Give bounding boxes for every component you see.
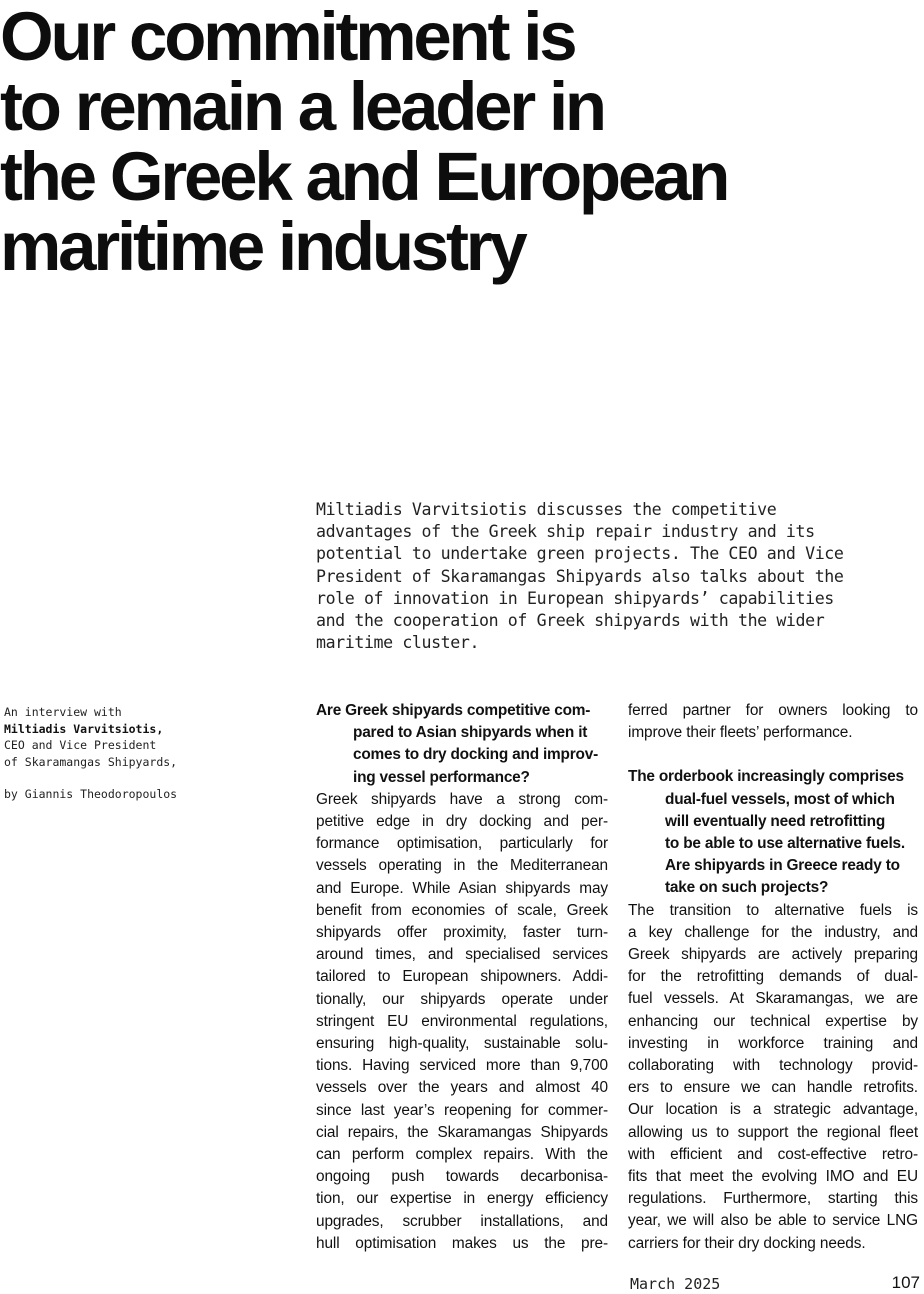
answer-line: ferred partner for owners looking to: [628, 702, 918, 719]
question-line: Are Greek shipyards competitive com-: [316, 702, 591, 719]
answer-line: year, we will also be able to service LNG: [628, 1212, 918, 1230]
answer-line: tailored to European shipowners. Addi-: [316, 968, 608, 986]
answer-line: tionally, our shipyards operate under: [316, 990, 608, 1008]
answer-line: vessels over the years and almost 40: [316, 1079, 608, 1097]
answer-line: ers to ensure we can handle retrofits.: [628, 1079, 918, 1097]
answer-line: hull optimisation makes us the pre-: [316, 1234, 608, 1252]
page-number: 107: [891, 1273, 920, 1292]
article-column-1: [316, 700, 608, 1255]
answer-line: a key challenge for the industry, and: [628, 923, 918, 941]
standfirst-line: advantages of the Greek ship repair industry and its: [316, 522, 815, 542]
answer-line: allowing us to support the regional fleet: [628, 1123, 918, 1141]
answer-line: Greek shipyards are actively preparing: [628, 946, 918, 964]
answer-line: with efficient and cost-effective retro-: [628, 1145, 918, 1163]
standfirst: [316, 499, 916, 654]
answer-line: regulations. Furthermore, starting this: [628, 1190, 918, 1208]
byline: [4, 704, 204, 803]
answer-line: fits that meet the evolving IMO and EU: [628, 1168, 918, 1186]
byline-intro: An interview with: [4, 705, 122, 719]
question-line: to be able to use alternative fuels.: [665, 835, 905, 853]
headline-line: maritime industry: [0, 208, 525, 285]
answer-line: investing in workforce training and: [628, 1034, 918, 1052]
interviewee-role: CEO and Vice President: [4, 738, 157, 752]
answer-line: can perform complex repairs. With the: [316, 1146, 608, 1164]
answer-line: and Europe. While Asian shipyards may: [316, 879, 608, 897]
answer-line: collaborating with technology provid-: [628, 1057, 918, 1075]
answer-line: carriers for their dry docking needs.: [628, 1234, 866, 1252]
standfirst-line: potential to undertake green projects. The CEO and Vice: [316, 544, 844, 564]
answer-line: benefit from economies of scale, Greek: [316, 901, 608, 919]
headline-line: the Greek and European: [0, 138, 728, 215]
headline-line: Our commitment is: [0, 0, 575, 75]
answer-line: petitive edge in dry docking and per-: [316, 813, 608, 831]
answer-line: The transition to alternative fuels is: [628, 901, 918, 919]
interviewee-name: Miltiadis Varvitsiotis,: [4, 721, 164, 736]
answer-line: shipyards offer proximity, faster turn-: [316, 924, 608, 942]
answer-line: stringent EU environmental regulations,: [316, 1012, 608, 1030]
answer-line: upgrades, scrubber installations, and: [316, 1212, 608, 1230]
standfirst-line: President of Skaramangas Shipyards also talks about the: [316, 566, 844, 586]
issue-date: March 2025: [630, 1275, 721, 1293]
question-line: The orderbook increasingly comprises: [628, 768, 904, 786]
answer-line: formance optimisation, particularly for: [316, 835, 608, 853]
answer-line: vessels operating in the Mediterranean: [316, 857, 608, 875]
headline: [0, 0, 910, 285]
answer-line: Greek shipyards have a strong com-: [316, 790, 608, 808]
standfirst-line: Miltiadis Varvitsiotis discusses the competitive: [316, 500, 777, 519]
question-line: dual-fuel vessels, most of which: [665, 790, 895, 808]
answer-line: improve their fleets’ performance.: [628, 724, 853, 742]
author-credit: by Giannis Theodoropoulos: [4, 787, 178, 801]
standfirst-line: and the cooperation of Greek shipyards with the wider: [316, 611, 825, 631]
question-line: Are shipyards in Greece ready to: [665, 857, 900, 875]
interviewee-company: of Skaramangas Shipyards,: [4, 754, 178, 769]
answer-line: cial repairs, the Skaramangas Shipyards: [316, 1123, 608, 1141]
standfirst-line: maritime cluster.: [316, 633, 480, 653]
answer-line: ongoing push towards decarbonisa-: [316, 1168, 608, 1186]
question-line: pared to Asian shipyards when it: [353, 724, 588, 742]
answer-line: since last year’s reopening for commer-: [316, 1101, 608, 1119]
paragraph-gap: [628, 744, 918, 766]
question-line: will eventually need retrofitting: [665, 812, 886, 830]
article-column-2: [628, 700, 918, 1255]
answer-line: tion, our expertise in energy efficiency: [316, 1190, 608, 1208]
question-line: comes to dry docking and improv-: [353, 746, 599, 764]
answer-line: tions. Having serviced more than 9,700: [316, 1057, 608, 1075]
answer-line: Our location is a strategic advantage,: [628, 1101, 918, 1119]
question-line: take on such projects?: [665, 879, 829, 897]
standfirst-line: role of innovation in European shipyards’ capabilities: [316, 588, 834, 608]
answer-line: ensuring high-quality, sustainable solu-: [316, 1035, 608, 1053]
answer-line: for the retrofitting demands of dual-: [628, 968, 918, 986]
question-line: ing vessel performance?: [353, 768, 530, 786]
answer-line: enhancing our technical expertise by: [628, 1012, 918, 1030]
headline-line: to remain a leader in: [0, 68, 604, 145]
answer-line: fuel vessels. At Skaramangas, we are: [628, 990, 918, 1008]
answer-line: around times, and specialised services: [316, 946, 608, 964]
